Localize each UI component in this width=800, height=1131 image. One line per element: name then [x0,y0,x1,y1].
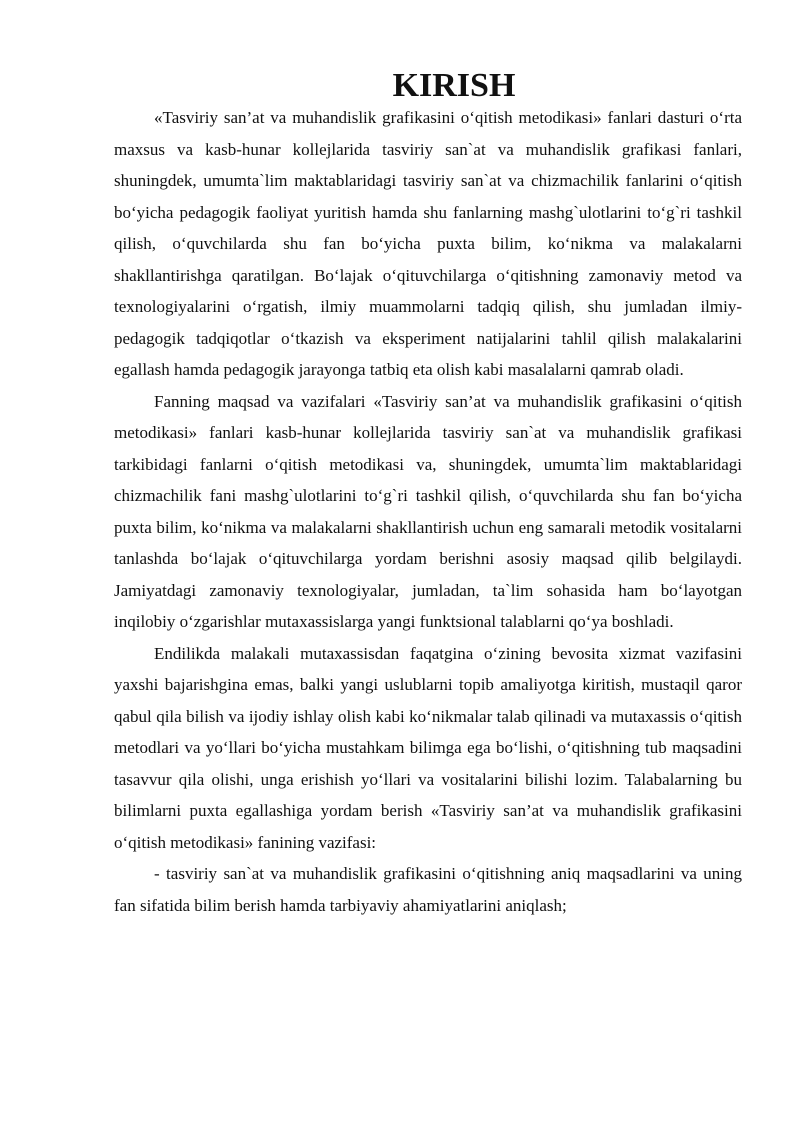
paragraph-requirements: Endilikda malakali mutaxassisdan faqatgina o‘zining bevosita xizmat vazifasini yaxshi bajarishgina emas, balki yangi uslublarni topib amaliyotga kiritish, mustaqil qaror qabul qila bilish va ijodiy ishlay olish kabi ko‘nikmalar talab qilinadi va mutaxassis o‘qitish metodlari va yo‘llari bo‘yicha mustahkam bilimga ega bo‘lishi, o‘qitishning tub maqsadini tasavvur qila olishi, unga erishish yo‘llari va vositalarini bilishi lozim. Talabalarning bu bilimlarni puxta egallashiga yordam berish «Tasviriy san’at va muhandislik grafikasini o‘qitish metodikasi» fanining vazifasi: [114,643,742,852]
paragraph-goals: Fanning maqsad va vazifalari «Tasviriy san’at va muhandislik grafikasini o‘qitish metodikasi» fanlari kasb-hunar kollejlarida tasviriy san`at va muhandislik grafikasi tarkibidagi fanlarni o‘qitish metodikasi va, shuningdek, umumta`lim maktablaridagi chizmachilik fani mashg`ulotlarini to‘g`ri tashkil qilish, o‘quvchilarda shu fan bo‘yicha puxta bilim, ko‘nikma va malakalarni shakllantirish uchun eng samarali metodik vositalarni tanlashda bo‘lajak o‘qituvchilarga yordam berishni asosiy maqsad qilib belgilaydi. Jamiyatdagi zamonaviy texnologiyalar, jumladan, ta`lim sohasida ham bo‘layotgan inqilobiy o‘zgarishlar mutaxassislarga yangi funktsional talablarni qo‘ya boshladi. [114,391,742,631]
paragraph-intro: «Tasviriy san’at va muhandislik grafikasini o‘qitish metodikasi» fanlari dasturi o‘rta maxsus va kasb-hunar kollejlarida tasviriy san`at va muhandislik grafikasi fanlari, shuningdek, umumta`lim maktablaridagi tasviriy san`at va chizmachilik fanlarini o‘qitish bo‘yicha pedagogik faoliyat yuritish hamda shu fanlarning mashg`ulotlarini to‘g`ri tashkil qilish, o‘quvchilarda shu fan bo‘yicha puxta bilim, ko‘nikma va malakalarni shakllantirishga qaratilgan. Bo‘lajak o‘qituvchilarga o‘qitishning zamonaviy metod va texnologiyalarini o‘rgatish, ilmiy muammolarni tadqiq qilish, shu jumladan ilmiy-pedagogik tadqiqotlar o‘tkazish va eksperiment natijalarini tahlil qilish malakalarini egallash hamda pedagogik jarayonga tatbiq eta olish kabi masalalarni qamrab oladi. [114,108,742,379]
document-title: KIRISH [392,67,516,104]
paragraph-task-item: - tasviriy san`at va muhandislik grafikasini o‘qitishning aniq maqsadlarini va uning fan sifatida bilim berish hamda tarbiyaviy ahamiyatlarini aniqlash; [114,864,742,915]
document-page [114,67,742,921]
